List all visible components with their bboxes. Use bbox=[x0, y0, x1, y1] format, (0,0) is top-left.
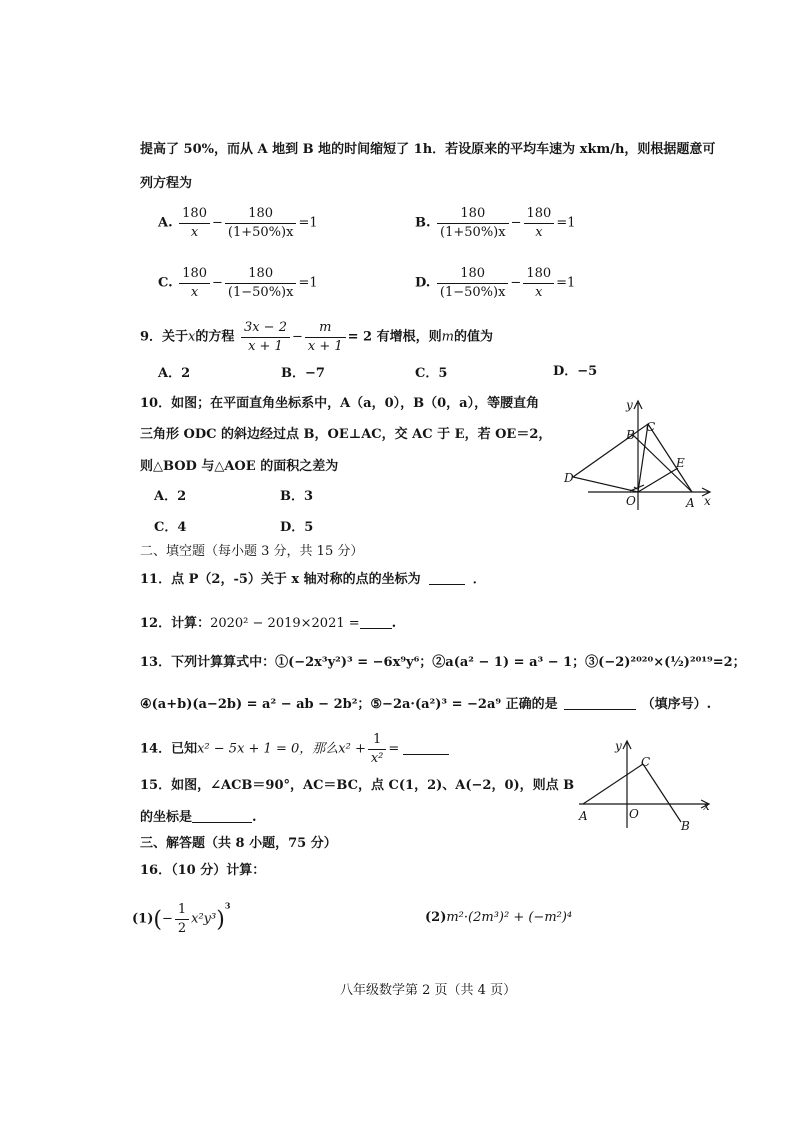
q15-label-x: x bbox=[703, 799, 710, 813]
q10-line2: 三角形 ODC 的斜边经过点 B，OE⊥AC，交 AC 于 E，若 OE＝2， bbox=[140, 427, 552, 442]
q10-segment-oe bbox=[638, 468, 678, 492]
q15-label-c: C bbox=[641, 755, 651, 769]
q15-figure bbox=[575, 736, 715, 832]
q10-label-a: A bbox=[686, 496, 695, 510]
q10-label-d: D bbox=[564, 471, 574, 485]
q10-label-c: C bbox=[646, 420, 656, 434]
q15-segment-cb bbox=[643, 764, 681, 822]
q13-blank[interactable] bbox=[564, 696, 636, 710]
q15-line1: 15．如图，∠ACB＝90°，AC＝BC，点 C(1，2)、A(−2，0)，则点 B bbox=[140, 778, 575, 793]
q8-option-b: B. $\frac{180}{(1+50\%)x}$ − $\frac{180}{x}$ =1 bbox=[415, 206, 576, 240]
q10-label-b: B bbox=[626, 428, 635, 442]
q14-blank[interactable] bbox=[403, 741, 449, 755]
q10-choice-b: B．3 bbox=[280, 489, 314, 504]
q12-text: 12．计算：2020² − 2019×2021 = . bbox=[140, 616, 397, 631]
q8-stem-line1: 提高了 50%，而从 A 地到 B 地的时间缩短了 1h．若设原来的平均车速为 xkm/h，则根据题意可 bbox=[140, 142, 716, 157]
section2-heading: 二、填空题（每小题 3 分，共 15 分） bbox=[140, 544, 364, 559]
q13-line1: 13．下列计算算式中：①(−2x³y²)³ = −6x⁹y⁶；②a(a² − 1) = a³ − 1；③(−2)²⁰²⁰×(½)²⁰¹⁹=2； bbox=[140, 655, 746, 670]
q16-title: 16．（10 分）计算： bbox=[140, 863, 266, 878]
q15-segment-ac bbox=[583, 764, 643, 804]
page-footer: 八年级数学第 2 页（共 4 页） bbox=[340, 983, 517, 998]
q10-label-e: E bbox=[676, 456, 685, 470]
q10-line1: 10．如图；在平面直角坐标系中，A（a，0），B（0，a），等腰直角 bbox=[140, 396, 540, 411]
q15-label-b: B bbox=[681, 819, 690, 832]
q14-text: 14．已知x² − 5x + 1 = 0，那么x² + $\frac{1}{\text{x²}}$ = bbox=[140, 732, 449, 766]
q10-choice-a: A．2 bbox=[154, 489, 187, 504]
q10-figure bbox=[560, 395, 720, 515]
q15-blank[interactable] bbox=[192, 809, 252, 823]
q8-stem-line2: 列方程为 bbox=[140, 176, 193, 191]
q15-label-a: A bbox=[579, 809, 588, 823]
q16-part1: (1)(− $\frac{1}{2}$ x²y³)$^3$ bbox=[132, 900, 231, 936]
section3-heading: 三、解答题（共 8 小题，75 分） bbox=[140, 836, 337, 851]
q16-part2: (2)m²·(2m³)² + (−m²)⁴ bbox=[425, 910, 573, 925]
q11-blank[interactable] bbox=[429, 571, 465, 585]
q15-line2: 的坐标是 . bbox=[140, 810, 257, 825]
q9-choice-c: C．5 bbox=[415, 366, 448, 381]
q10-label-x: x bbox=[704, 494, 711, 508]
q10-choice-c: C．4 bbox=[154, 520, 187, 535]
q10-label-o: O bbox=[626, 494, 636, 508]
q15-label-o: O bbox=[629, 807, 639, 821]
q9-choice-d: D．−5 bbox=[553, 364, 598, 379]
q8-option-a: A. $\frac{180}{x}$ − $\frac{180}{(1+50\%)x}$ =1 bbox=[158, 206, 318, 240]
q15-label-y: y bbox=[615, 739, 622, 753]
q10-label-y: y bbox=[626, 398, 633, 412]
q10-triangle-odc bbox=[573, 424, 648, 492]
q10-choice-d: D．5 bbox=[280, 520, 314, 535]
q10-line3: 则△BOD 与△AOE 的面积之差为 bbox=[140, 459, 339, 474]
q11-text: 11．点 P（2，-5）关于 x 轴对称的点的坐标为 ． bbox=[140, 572, 486, 587]
q9-stem: 9．关于x的方程 $\frac{3x - 2}{x + 1}$ − $\frac{m}{x + 1}$ = 2 有增根，则m的值为 bbox=[140, 320, 493, 354]
q9-choice-a: A．2 bbox=[158, 366, 191, 381]
q8-option-d: D. $\frac{180}{(1-50\%)x}$ − $\frac{180}{x}$ =1 bbox=[415, 266, 576, 300]
q9-choice-b: B．−7 bbox=[281, 366, 325, 381]
q12-blank[interactable] bbox=[360, 615, 392, 629]
q13-line2: ④(a+b)(a−2b) = a² − ab − 2b²；⑤−2a·(a²)³ = −2a⁹ 正确的是 （填序号）. bbox=[140, 697, 712, 712]
q8-option-c: C. $\frac{180}{x}$ − $\frac{180}{(1-50\%)x}$ =1 bbox=[158, 266, 318, 300]
